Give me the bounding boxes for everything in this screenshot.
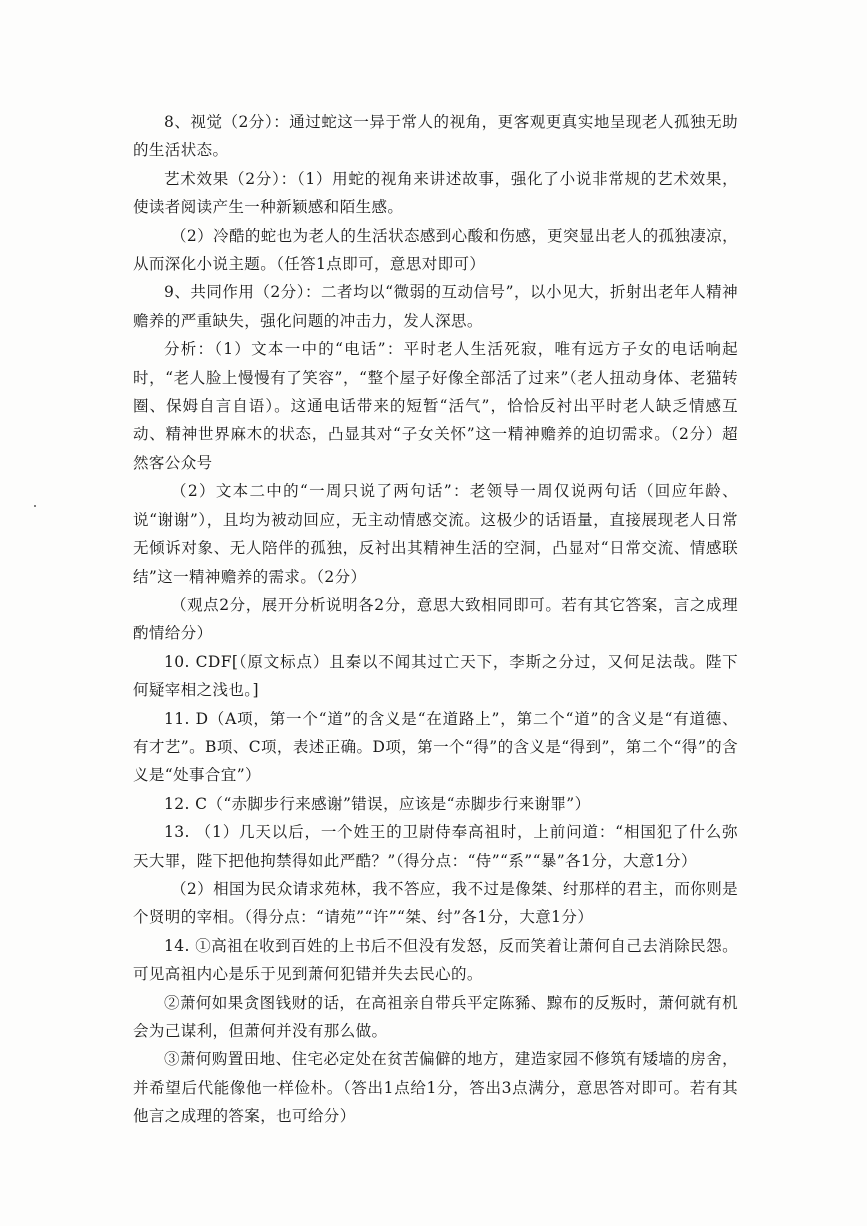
answer-8-effect-1: 艺术效果（2分）：（1）用蛇的视角来讲述故事，强化了小说非常规的艺术效果，使读者阅读产生一种新颖感和陌生感。 — [133, 169, 738, 217]
answer-9-scoring-note: （观点2分，展开分析说明各2分，意思大致相同即可。若有其它答案，言之成理酌情给分） — [133, 595, 738, 643]
answer-9-analysis-2: （2）文本二中的“一周只说了两句话”：老领导一周仅说两句话（回应年龄、说“谢谢”），且均为被动回应，无主动情感交流。这极少的话语量，直接展现老人日常无倾诉对象、无人陪伴的孤独，反衬出其精神生活的空洞，凸显对“日常交流、情感联结”这一精神赡养的需求。（2分） — [133, 482, 738, 586]
answer-12: 12. C（“赤脚步行来感谢”错误，应该是“赤脚步行来谢罪”） — [164, 794, 591, 813]
answer-10: 10. CDF[（原文标点）且秦以不闻其过亡天下，李斯之分过，又何足法哉。陛下何疑宰相之浅也。] — [133, 652, 738, 700]
answer-14-point-3: ③萧何购置田地、住宅必定处在贫苦偏僻的地方，建造家园不修筑有矮墙的房舍，并希望后代能像他一样俭朴。（答出1点给1分，答出3点满分，意思答对即可。若有其他言之成理的答案，也可给分） — [133, 1050, 738, 1126]
answer-8-effect-2: （2）冷酷的蛇也为老人的生活状态感到心酸和伤感，更突显出老人的孤独凄凉，从而深化小说主题。（任答1点即可，意思对即可） — [133, 226, 738, 274]
answer-13-part-1: 13. （1）几天以后，一个姓王的卫尉侍奉高祖时，上前问道：“相国犯了什么弥天大罪，陛下把他拘禁得如此严酷？”（得分点：“侍”“系”“暴”各1分，大意1分） — [133, 823, 738, 870]
scan-speck — [34, 505, 36, 507]
answer-14-point-1: 14. ①高祖在收到百姓的上书后不但没有发怒，反而笑着让萧何自己去消除民怨。可见高祖内心是乐于见到萧何犯错并失去民心的。 — [133, 936, 738, 984]
answer-11: 11. D（A项，第一个“道”的含义是“在道路上”，第二个“道”的含义是“有道德、有才艺”。B项、C项，表述正确。D项，第一个“得”的含义是“得到”，第二个“得”的含义是“处事合宜”） — [133, 709, 738, 785]
answer-13-part-2: （2）相国为民众请求苑林，我不答应，我不过是像桀、纣那样的君主，而你则是个贤明的宰相。（得分点：“请苑”“许”“桀、纣”各1分，大意1分） — [133, 879, 738, 927]
answer-8-perspective: 8、视觉（2分）：通过蛇这一异于常人的视角，更客观更真实地呈现老人孤独无助的生活状态。 — [133, 113, 738, 160]
answer-9-analysis-1: 分析：（1）文本一中的“电话”：平时老人生活死寂，唯有远方子女的电话响起时，“老人脸上慢慢有了笑容”，“整个屋子好像全部活了过来”（老人扭动身体、老猫转圈、保姆自言自语）。这通电话带来的短暂“活气”，恰恰反衬出平时老人缺乏情感互动、精神世界麻木的状态，凸显其对“子女关怀”这一精神赡养的迫切需求。（2分）超然客公众号 — [133, 340, 738, 472]
answer-14-point-2: ②萧何如果贪图钱财的话，在高祖亲自带兵平定陈豨、黥布的反叛时，萧何就有机会为己谋利，但萧何并没有那么做。 — [133, 993, 738, 1040]
answer-9-function: 9、共同作用（2分）：二者均以“微弱的互动信号”，以小见大，折射出老年人精神赡养的严重缺失，强化问题的冲击力，发人深思。 — [133, 283, 738, 330]
answer-key-text — [133, 108, 738, 1131]
